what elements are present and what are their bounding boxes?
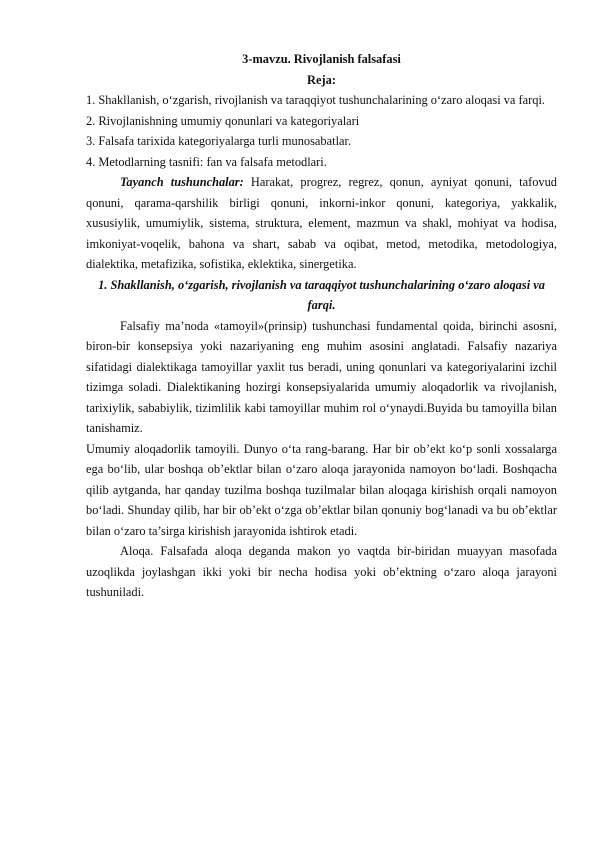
keywords-label: Tayanch tushunchalar: <box>120 175 244 189</box>
section-heading: 1. Shakllanish, o‘zgarish, rivojlanish va taraqqiyot tushunchalarining o‘zaro aloqasi va farqi. <box>98 277 545 312</box>
keywords-text: Harakat, progrez, regrez, qonun, ayniyat qonuni, tafovud qonuni, qarama-qarshilik birligi qonuni, inkorni-inkor qonuni, kategoriya, yakkalik, xususiylik, umumiylik, sistema, struktura, element, mazmun va shakl, mohiyat va hodisa, imkoniyat-voqelik, bahona va shart, sabab va oqibat, metod, metodika, metodologiya, dialektika, metafizika, sofistika, eklektika, sinergetika. <box>86 175 558 271</box>
plan-list <box>86 90 557 172</box>
plan-item: 4. Metodlarning tasnifi: fan va falsafa metodlari. <box>86 154 327 169</box>
paragraph-principle: Falsafiy ma’noda «tamoyil»(prinsip) tushunchasi fundamental qoida, birinchi asosni, biron-bir konsepsiya yoki nazariyaning eng muhim asosini anglatadi. Falsafiy nazariya sifatidagi dialektikaga tamoyillar yaxlit tus beradi, uning qonunlari va kategoriyalarini izchil tizimga soladi. Dialektikaning hozirgi konsepsiyalarida umumiy aloqadorlik va rivojlanish, tarixiylik, sababiylik, tizimlilik kabi tamoyillar muhim rol o‘ynaydi.Buyida bu tamoyilla bilan tanishamiz. <box>86 318 557 435</box>
keywords-paragraph <box>86 172 557 275</box>
plan-item: 3. Falsafa tarixida kategoriyalarga turli munosabatlar. <box>86 134 352 148</box>
document-title: 3-mavzu. Rivojlanish falsafasi <box>242 52 401 66</box>
document-page <box>86 49 557 603</box>
paragraph-general-connection: Umumiy aloqadorlik tamoyili. Dunyo o‘ta rang-barang. Har bir ob’ekt ko‘p sonli xossalarga ega bo‘lib, ular boshqa ob’ektlar bilan o‘zaro aloqa jarayonida namoyon bo‘ladi. Boshqacha qilib aytganda, har qanday tuzilma boshqa tuzilmalar bilan aloqaga kirishish orqali namoyon bo‘ladi. Shunday qilib, har bir ob’ekt o‘zga ob’ektlar bilan qonuniy bog‘lanadi va bu ob’ektlar bilan o‘zaro ta’sirga kirishish jarayonida ishtirok etadi. <box>86 441 557 538</box>
paragraph-connection: Aloqa. Falsafada aloqa deganda makon yo vaqtda bir-biridan muayyan masofada uzoqlikda joylashgan ikki yoki bir necha hodisa yoki ob’ektning o‘zaro aloqa jarayoni tushuniladi. <box>86 544 557 599</box>
plan-item: 1. Shakllanish, o‘zgarish, rivojlanish va taraqqiyot tushunchalarining o‘zaro aloqasi va farqi. <box>86 93 546 107</box>
plan-heading: Reja: <box>307 72 336 87</box>
plan-item: 2. Rivojlanishning umumiy qonunlari va kategoriyalari <box>86 113 360 128</box>
